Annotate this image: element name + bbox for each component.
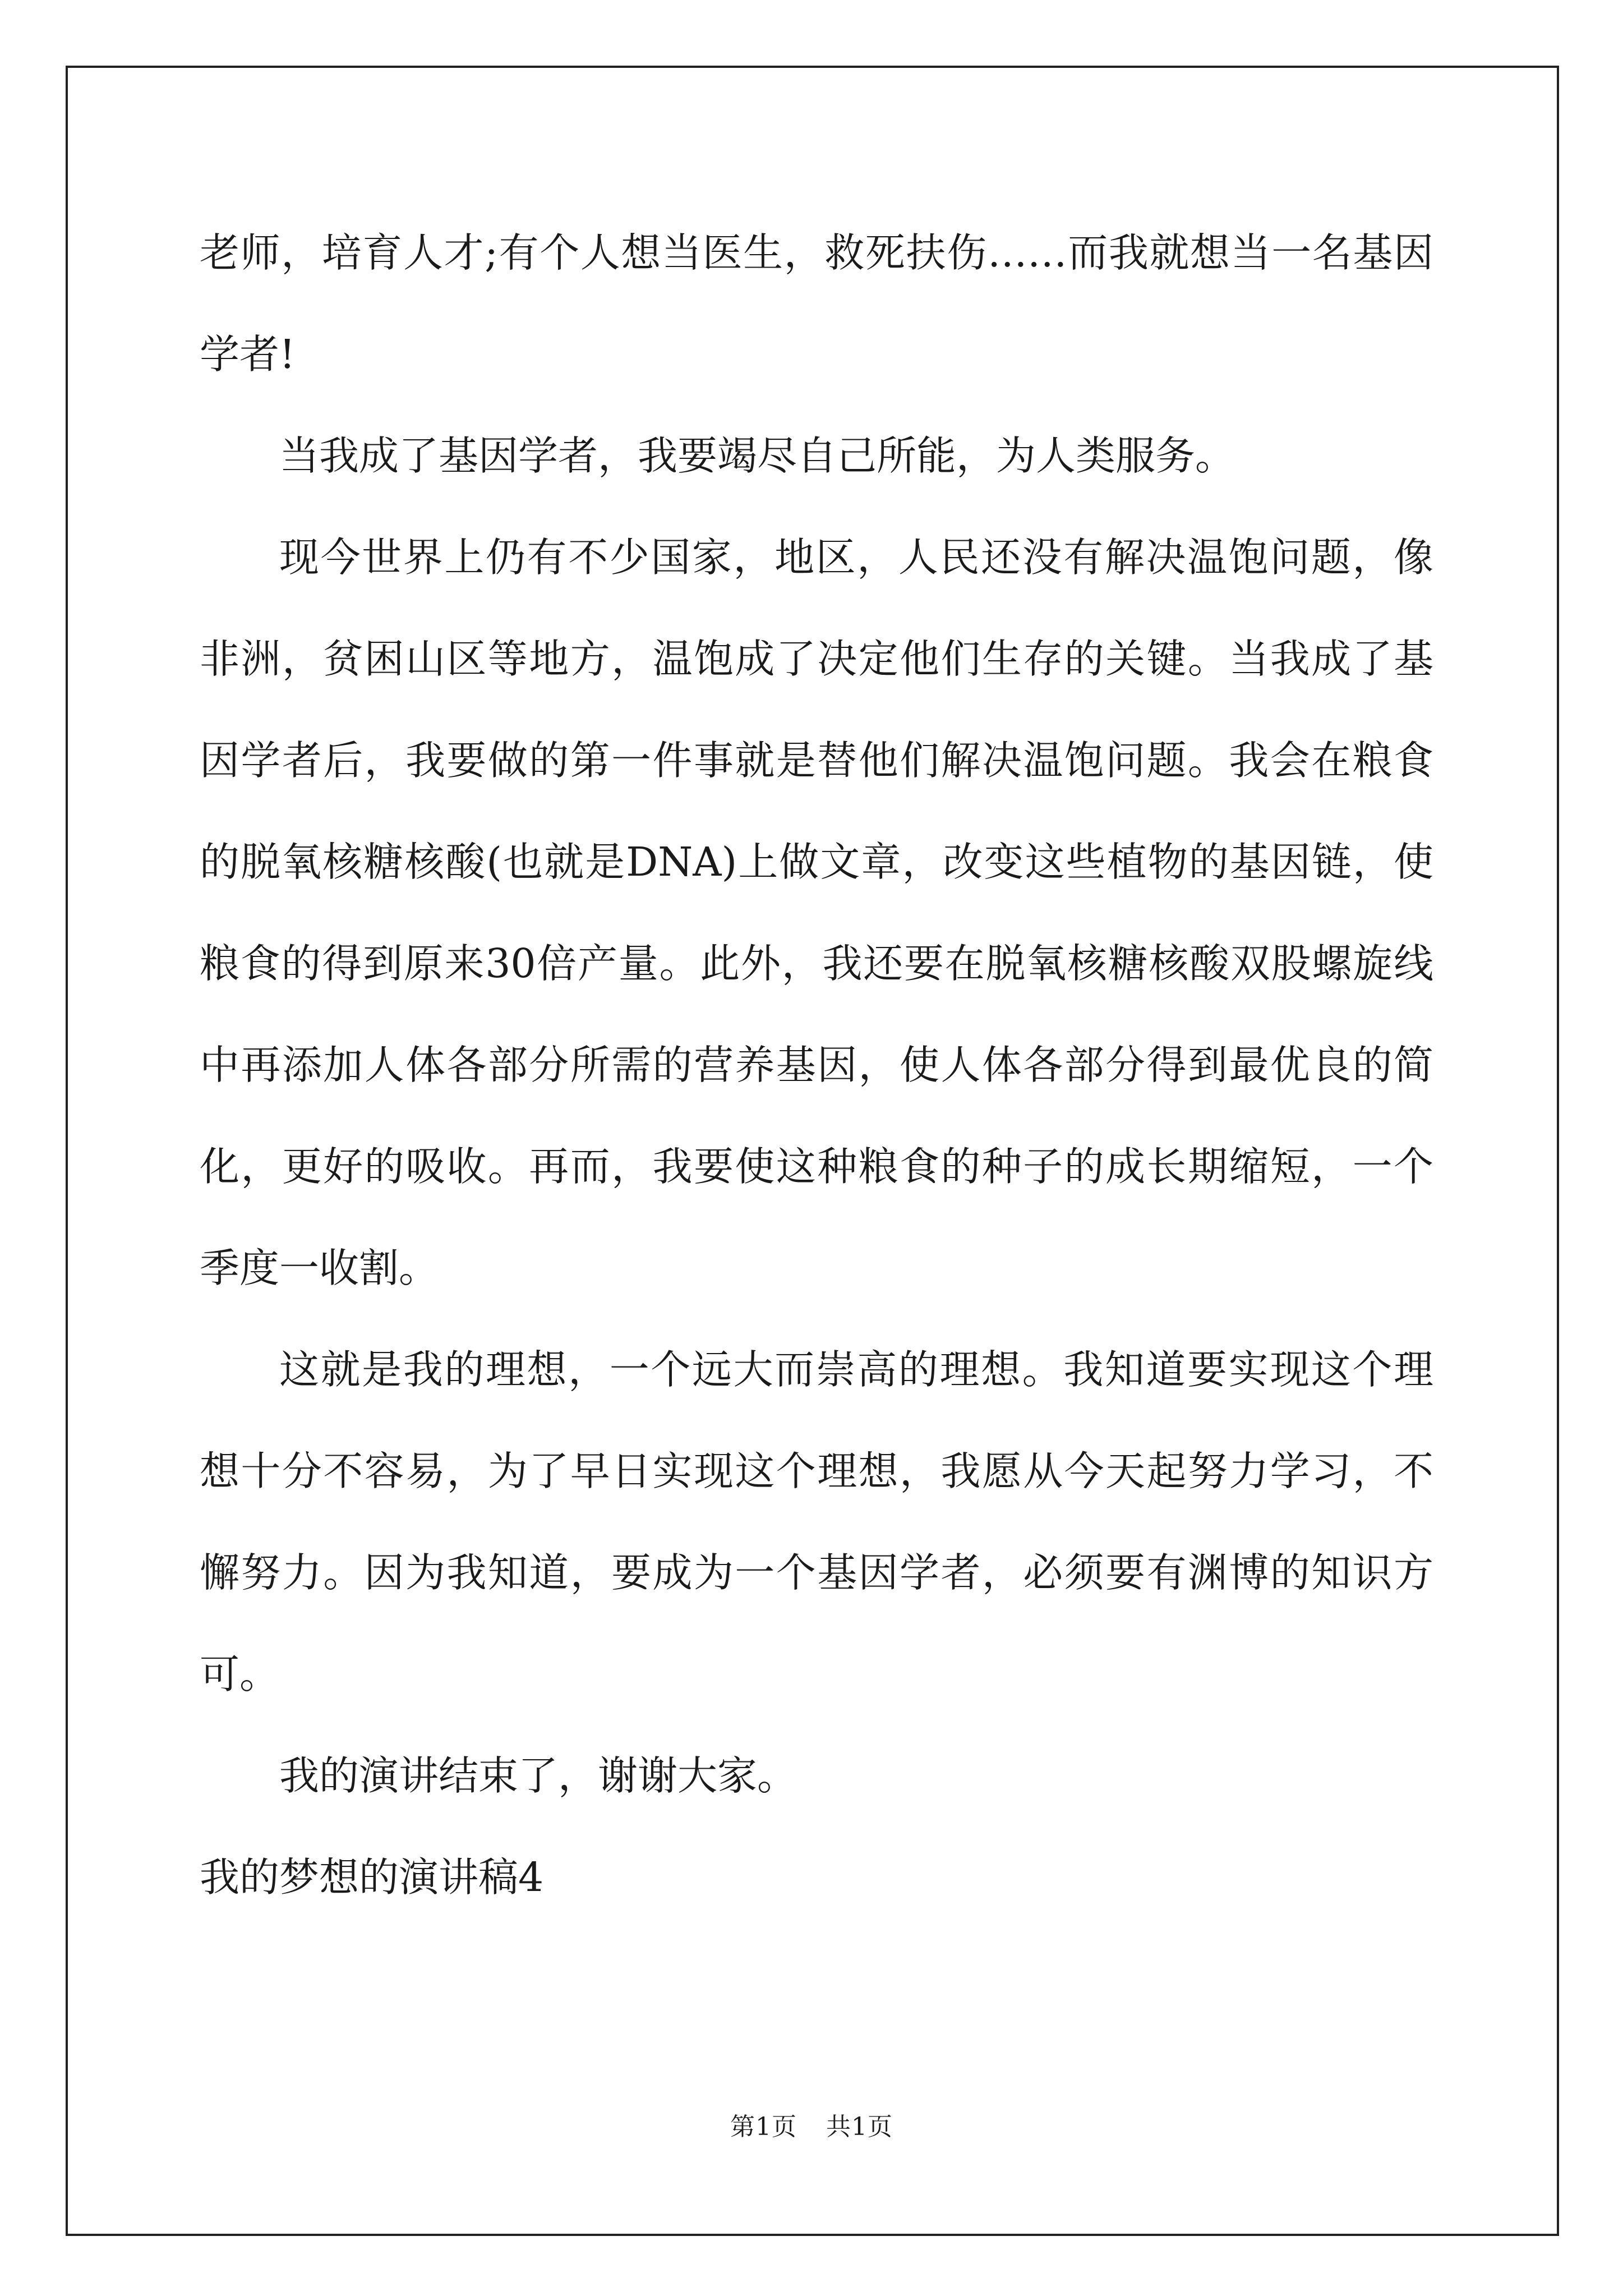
page-footer [0, 2106, 1623, 2142]
page-number: 第1页 [730, 2113, 797, 2141]
paragraph: 这就是我的理想，一个远大而崇高的理想。我知道要实现这个理想十分不容易，为了早日实现这个理想，我愿从今天起努力学习，不懈努力。因为我知道，要成为一个基因学者，必须要有渊博的知识方可。 [200, 1346, 1433, 1697]
paragraph: 当我成了基因学者，我要竭尽自己所能，为人类服务。 [279, 432, 1235, 479]
section-heading: 我的梦想的演讲稿4 [200, 1854, 544, 1901]
paragraph: 老师，培育人才;有个人想当医生，救死扶伤……而我就想当一名基因学者! [200, 229, 1433, 378]
document-body [200, 202, 1433, 1928]
page-total: 共1页 [826, 2113, 893, 2141]
paragraph: 现今世界上仍有不少国家，地区，人民还没有解决温饱问题，像非洲，贫困山区等地方，温饱成了决定他们生存的关键。当我成了基因学者后，我要做的第一件事就是替他们解决温饱问题。我会在粮食的脱氧核糖核酸(也就是DNA)上做文章，改变这些植物的基因链，使粮食的得到原来30倍产量。此外，我还要在脱氧核糖核酸双股螺旋线中再添加人体各部分所需的营养基因，使人体各部分得到最优良的简化，更好的吸收。再而，我要使这种粮食的种子的成长期缩短，一个季度一收割。 [200, 534, 1433, 1291]
paragraph: 我的演讲结束了，谢谢大家。 [279, 1752, 797, 1799]
